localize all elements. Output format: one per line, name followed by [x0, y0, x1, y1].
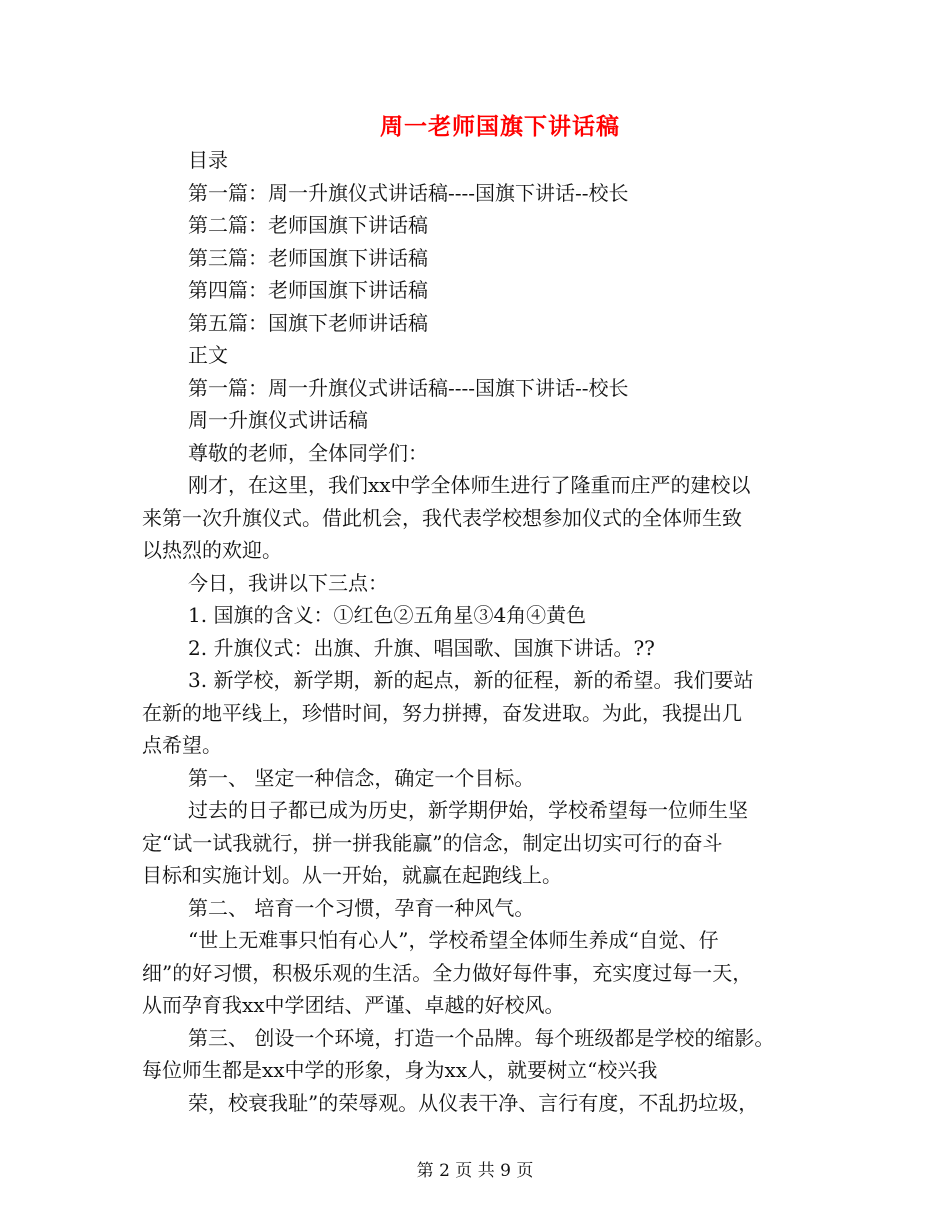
- text-line: 第五篇：国旗下老师讲话稿: [188, 311, 428, 335]
- text-line: 1. 国旗的含义：①红色②五角星③4角④黄色: [188, 603, 587, 627]
- text-line: 第二篇：老师国旗下讲话稿: [188, 213, 428, 237]
- text-line: 来第一次升旗仪式。借此机会，我代表学校想参加仪式的全体师生致: [142, 506, 742, 530]
- page-title: 周一老师国旗下讲话稿: [380, 114, 620, 140]
- text-line: 尊敬的老师，全体同学们：: [188, 441, 428, 465]
- text-line: 目录: [188, 148, 228, 172]
- text-line: 第四篇：老师国旗下讲话稿: [188, 278, 428, 302]
- text-line: 第二、 培育一个习惯，孕育一种风气。: [188, 896, 535, 920]
- text-line: 正文: [188, 343, 228, 367]
- text-line: 刚才，在这里，我们xx中学全体师生进行了隆重而庄严的建校以: [188, 473, 751, 497]
- text-line: 过去的日子都已成为历史，新学期伊始，学校希望每一位师生坚: [188, 798, 748, 822]
- text-line: 第三、 创设一个环境，打造一个品牌。每个班级都是学校的缩影。: [188, 1026, 775, 1050]
- text-line: 在新的地平线上，珍惜时间，努力拼搏，奋发进取。为此，我提出几: [142, 701, 742, 725]
- text-line: 第三篇：老师国旗下讲话稿: [188, 246, 428, 270]
- text-line: 细”的好习惯，积极乐观的生活。全力做好每件事，充实度过每一天，: [142, 961, 753, 985]
- text-line: 荣，校衰我耻”的荣辱观。从仪表干净、言行有度，不乱扔垃圾，: [188, 1091, 759, 1115]
- text-line: 目标和实施计划。从一开始，就赢在起跑线上。: [142, 863, 562, 887]
- text-line: 第一篇：周一升旗仪式讲话稿----国旗下讲话--校长: [188, 376, 629, 400]
- text-line: 从而孕育我xx中学团结、严谨、卓越的好校风。: [142, 993, 565, 1017]
- text-line: 周一升旗仪式讲话稿: [188, 408, 368, 432]
- text-line: 定“试一试我就行，拼一拼我能赢”的信念，制定出切实可行的奋斗: [142, 831, 723, 855]
- text-line: 第一篇：周一升旗仪式讲话稿----国旗下讲话--校长: [188, 181, 629, 205]
- page-footer: 第 2 页 共 9 页: [416, 1161, 534, 1181]
- text-line: 第一、 坚定一种信念，确定一个目标。: [188, 766, 535, 790]
- text-line: 以热烈的欢迎。: [142, 538, 282, 562]
- text-line: “世上无难事只怕有心人”，学校希望全体师生养成“自觉、仔: [188, 928, 719, 952]
- text-line: 今日，我讲以下三点：: [188, 571, 388, 595]
- text-line: 3. 新学校，新学期，新的起点，新的征程，新的希望。我们要站: [188, 668, 754, 692]
- text-line: 2. 升旗仪式：出旗、升旗、唱国歌、国旗下讲话。??: [188, 636, 655, 660]
- text-line: 每位师生都是xx中学的形象，身为xx人，就要树立“校兴我: [142, 1058, 658, 1082]
- text-line: 点希望。: [142, 733, 222, 757]
